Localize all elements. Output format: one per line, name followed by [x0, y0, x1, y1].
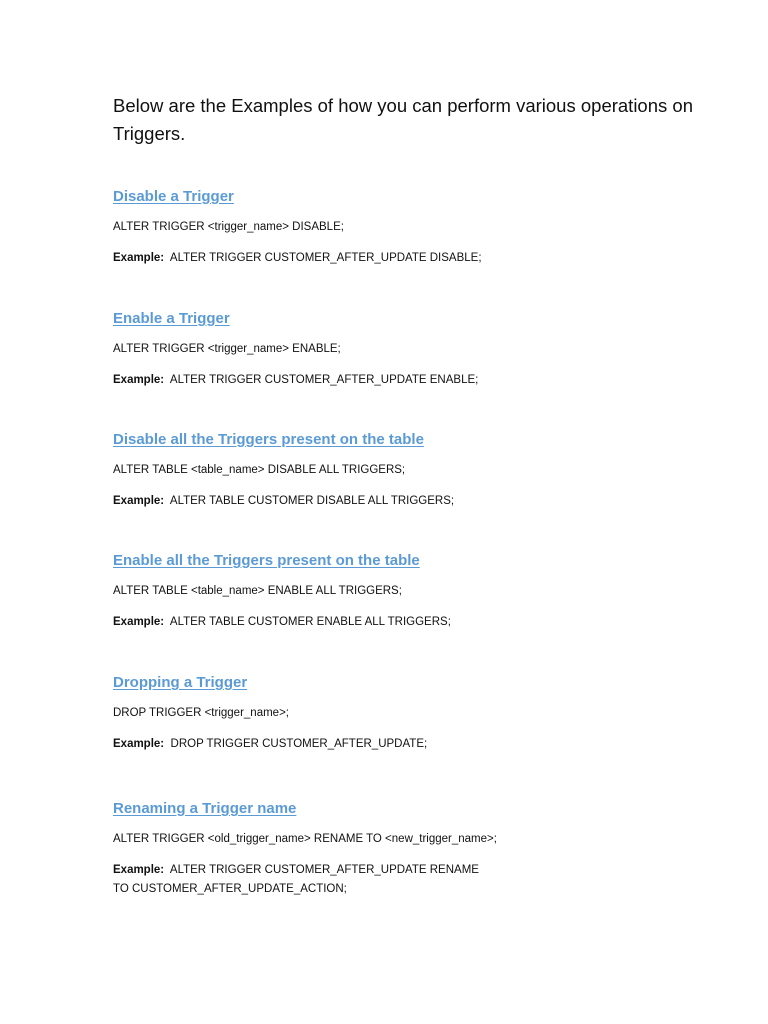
example-label: Example:	[113, 374, 165, 386]
heading-renaming-trigger[interactable]: Renaming a Trigger name	[113, 800, 297, 817]
section-dropping-trigger	[113, 673, 713, 754]
example-label: Example:	[113, 495, 165, 507]
example-line	[113, 492, 713, 511]
syntax-line: ALTER TRIGGER <old_trigger_name> RENAME TO <new_trigger_name>;	[113, 833, 497, 845]
section-renaming-trigger	[113, 799, 713, 899]
heading-enable-all-triggers[interactable]: Enable all the Triggers present on the table	[113, 552, 420, 569]
section-enable-all-triggers	[113, 551, 713, 632]
heading-enable-trigger[interactable]: Enable a Trigger	[113, 310, 230, 327]
heading-disable-trigger[interactable]: Disable a Trigger	[113, 188, 234, 205]
example-line	[113, 371, 713, 390]
syntax-line: ALTER TRIGGER <trigger_name> ENABLE;	[113, 343, 341, 355]
example-line	[113, 735, 713, 754]
section-enable-trigger	[113, 309, 713, 390]
example-code-continued: TO CUSTOMER_AFTER_UPDATE_ACTION;	[113, 883, 347, 895]
example-label: Example:	[113, 616, 165, 628]
syntax-line: ALTER TABLE <table_name> DISABLE ALL TRIGGERS;	[113, 464, 406, 476]
example-code: ALTER TRIGGER CUSTOMER_AFTER_UPDATE DISABLE;	[164, 252, 482, 264]
heading-disable-all-triggers[interactable]: Disable all the Triggers present on the table	[113, 431, 424, 448]
heading-dropping-trigger[interactable]: Dropping a Trigger	[113, 674, 248, 691]
example-code: ALTER TRIGGER CUSTOMER_AFTER_UPDATE ENABLE;	[164, 374, 479, 386]
example-code: ALTER TABLE CUSTOMER DISABLE ALL TRIGGERS;	[164, 495, 455, 507]
syntax-line: ALTER TABLE <table_name> ENABLE ALL TRIGGERS;	[113, 585, 402, 597]
example-label: Example:	[113, 738, 165, 750]
example-code: ALTER TABLE CUSTOMER ENABLE ALL TRIGGERS;	[164, 616, 451, 628]
section-disable-trigger	[113, 187, 713, 268]
example-code: ALTER TRIGGER CUSTOMER_AFTER_UPDATE RENAME	[164, 864, 479, 876]
example-line	[113, 861, 713, 899]
example-label: Example:	[113, 252, 165, 264]
intro-paragraph: Below are the Examples of how you can perform various operations on Triggers.	[113, 95, 693, 144]
syntax-line: ALTER TRIGGER <trigger_name> DISABLE;	[113, 221, 344, 233]
example-label: Example:	[113, 864, 165, 876]
example-line	[113, 249, 713, 268]
section-disable-all-triggers	[113, 430, 713, 511]
example-code: DROP TRIGGER CUSTOMER_AFTER_UPDATE;	[164, 738, 428, 750]
syntax-line: DROP TRIGGER <trigger_name>;	[113, 707, 289, 719]
example-line	[113, 613, 713, 632]
